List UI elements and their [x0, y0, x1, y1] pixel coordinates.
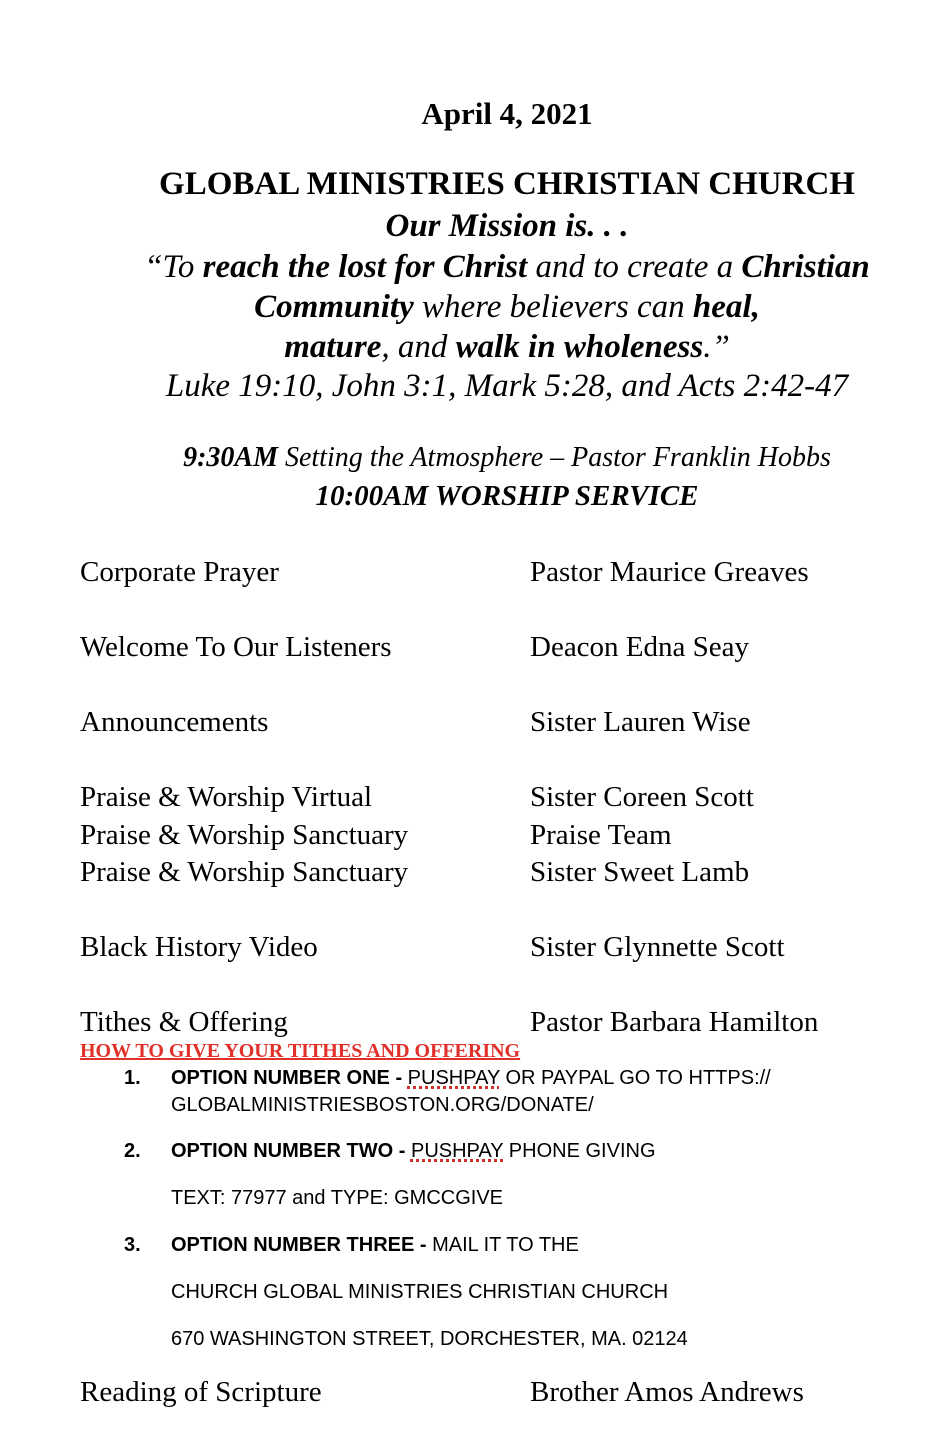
program-item: Praise & Worship Sanctuary: [80, 856, 409, 888]
pushpay-text: PUSHPAY: [410, 1140, 504, 1162]
church-name: GLOBAL MINISTRIES CHRISTIAN CHURCH: [159, 166, 855, 202]
program-person: Brother Amos Andrews: [530, 1376, 804, 1408]
mission-line-1: “To reach the lost for Christ and to create a Christian: [144, 249, 870, 285]
text-giving-instructions: TEXT: 77977 and TYPE: GMCCGIVE: [171, 1187, 503, 1209]
option-number: 1.: [124, 1067, 141, 1089]
program-item: Praise & Worship Virtual: [80, 781, 373, 813]
mission-line-2: Community where believers can heal,: [254, 289, 760, 325]
program-item: Tithes & Offering: [80, 1006, 288, 1038]
option-three-line-1: OPTION NUMBER THREE - MAIL IT TO THE: [171, 1234, 579, 1256]
program-person: Pastor Maurice Greaves: [530, 556, 809, 588]
donate-url: GLOBALMINISTRIESBOSTON.ORG/DONATE/: [171, 1094, 594, 1116]
worship-service-heading: 10:00AM WORSHIP SERVICE: [315, 480, 699, 512]
program-person: Deacon Edna Seay: [530, 631, 750, 663]
program-person: Sister Lauren Wise: [530, 706, 751, 738]
atmosphere-line: 9:30AM Setting the Atmosphere – Pastor Franklin Hobbs: [183, 442, 831, 473]
atmosphere-time: 9:30AM: [183, 442, 278, 473]
program-person: Praise Team: [530, 819, 672, 851]
giving-heading: HOW TO GIVE YOUR TITHES AND OFFERING: [80, 1040, 521, 1062]
service-date: April 4, 2021: [421, 96, 593, 131]
church-mail-address: 670 WASHINGTON STREET, DORCHESTER, MA. 02124: [171, 1328, 688, 1350]
option-two-line-1: OPTION NUMBER TWO - PUSHPAY PHONE GIVING: [171, 1140, 656, 1162]
option-one-line-1: OPTION NUMBER ONE - PUSHPAY OR PAYPAL GO TO HTTPS://: [171, 1067, 771, 1089]
program-item: Announcements: [80, 706, 269, 738]
program-item: Black History Video: [80, 931, 318, 963]
program-person: Sister Coreen Scott: [530, 781, 754, 813]
program-item: Praise & Worship Sanctuary: [80, 819, 409, 851]
option-number: 3.: [124, 1234, 141, 1256]
program-person: Sister Glynnette Scott: [530, 931, 785, 963]
scripture-references: Luke 19:10, John 3:1, Mark 5:28, and Acts 2:42-47: [165, 368, 849, 404]
mission-heading: Our Mission is. . .: [385, 208, 629, 244]
pushpay-text: PUSHPAY: [407, 1067, 500, 1089]
mission-line-3: mature, and walk in wholeness.”: [284, 329, 730, 365]
program-item: Corporate Prayer: [80, 556, 279, 588]
program-person: Sister Sweet Lamb: [530, 856, 750, 888]
program-item: Reading of Scripture: [80, 1376, 322, 1408]
program-person: Pastor Barbara Hamilton: [530, 1006, 819, 1038]
option-number: 2.: [124, 1140, 141, 1162]
program-item: Welcome To Our Listeners: [80, 631, 392, 663]
church-mail-name: CHURCH GLOBAL MINISTRIES CHRISTIAN CHURCH: [171, 1281, 669, 1303]
